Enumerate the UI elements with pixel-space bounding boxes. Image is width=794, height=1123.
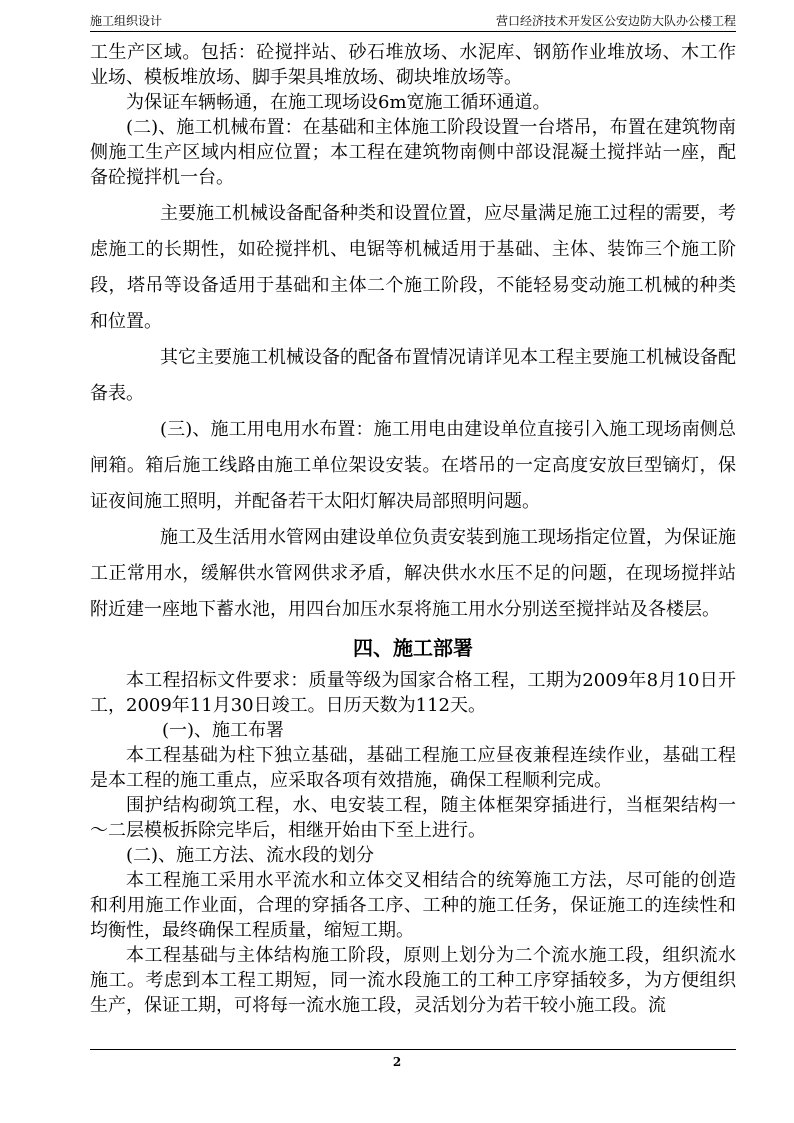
paragraph-construction-method: 本工程施工采用水平流水和立体交叉相结合的统筹施工方法，尽可能的创造和利用施工作业面，合理的穿插各工序、工种的施工任务，保证施工的连续性和均衡性，最终确保工程质量，缩短工期。 bbox=[90, 870, 736, 941]
footer-divider bbox=[90, 1049, 736, 1050]
subheading-construction-method: (二)、施工方法、流水段的划分 bbox=[126, 845, 375, 866]
header-project-name: 营口经济技术开发区公安边防大队办公楼工程 bbox=[495, 14, 736, 28]
paragraph-foundation-works: 本工程基础为柱下独立基础，基础工程施工应昼夜兼程连续作业，基础工程是本工程的施工重点，应采取各项有效措施，确保工程顺利完成。 bbox=[90, 745, 736, 791]
page-number: 2 bbox=[392, 1055, 402, 1069]
paragraph-machinery-table-reference: 其它主要施工机械设备的配备布置情况请详见本工程主要施工机械设备配备表。 bbox=[90, 347, 736, 404]
paragraph-circulation-road: 为保证车辆畅通，在施工现场设6m宽施工循环通道。 bbox=[126, 92, 551, 113]
paragraph-production-area: 工生产区域。包括：砼搅拌站、砂石堆放场、水泥库、钢筋作业堆放场、木工作业场、模板堆放场、脚手架具堆放场、砌块堆放场等。 bbox=[90, 42, 736, 88]
subheading-construction-layout: (一)、施工布署 bbox=[162, 720, 285, 741]
header-divider bbox=[90, 31, 736, 32]
paragraph-machinery-layout: (二)、施工机械布置：在基础和主体施工阶段设置一台塔吊，布置在建筑物南侧施工生产区域内相应位置；本工程在建筑物南侧中部设混凝土搅拌站一座，配备砼搅拌机一台。 bbox=[90, 117, 736, 188]
header-document-type: 施工组织设计 bbox=[90, 14, 163, 28]
page-body bbox=[90, 40, 736, 1018]
paragraph-power-water-layout: (三)、施工用电用水布置：施工用电由建设单位直接引入施工现场南侧总闸箱。箱后施工线路由施工单位架设安装。在塔吊的一定高度安放巨型镝灯，保证夜间施工照明，并配备若干太阳灯解决局部照明问题。 bbox=[90, 419, 736, 512]
section-heading: 四、施工部署 bbox=[353, 636, 473, 660]
paragraph-machinery-selection: 主要施工机械设备配备种类和设置位置，应尽量满足施工过程的需要，考虑施工的长期性，如砼搅拌机、电锯等机械适用于基础、主体、装饰三个施工阶段，塔吊等设备适用于基础和主体二个施工阶段，不能轻易变动施工机械的种类和位置。 bbox=[90, 203, 736, 332]
paragraph-enclosure-works: 围护结构砌筑工程，水、电安装工程，随主体框架穿插进行，当框架结构一～二层模板拆除完毕后，相继开始由下至上进行。 bbox=[90, 795, 736, 841]
page-header bbox=[90, 8, 736, 30]
paragraph-tender-requirements: 本工程招标文件要求：质量等级为国家合格工程，工期为2009年8月10日开工，2009年11月30日竣工。日历天数为112天。 bbox=[90, 670, 736, 716]
paragraph-water-supply: 施工及生活用水管网由建设单位负责安装到施工现场指定位置，为保证施工正常用水，缓解供水管网供求矛盾，解决供水水压不足的问题，在现场搅拌站附近建一座地下蓄水池，用四台加压水泵将施工用水分别送至搅拌站及各楼层。 bbox=[90, 527, 736, 620]
paragraph-flow-sections: 本工程基础与主体结构施工阶段，原则上划分为二个流水施工段，组织流水施工。考虑到本工程工期短，同一流水段施工的工种工序穿插较多，为方便组织生产，保证工期，可将每一流水施工段，灵活划分为若干较小施工段。流 bbox=[90, 945, 736, 1016]
